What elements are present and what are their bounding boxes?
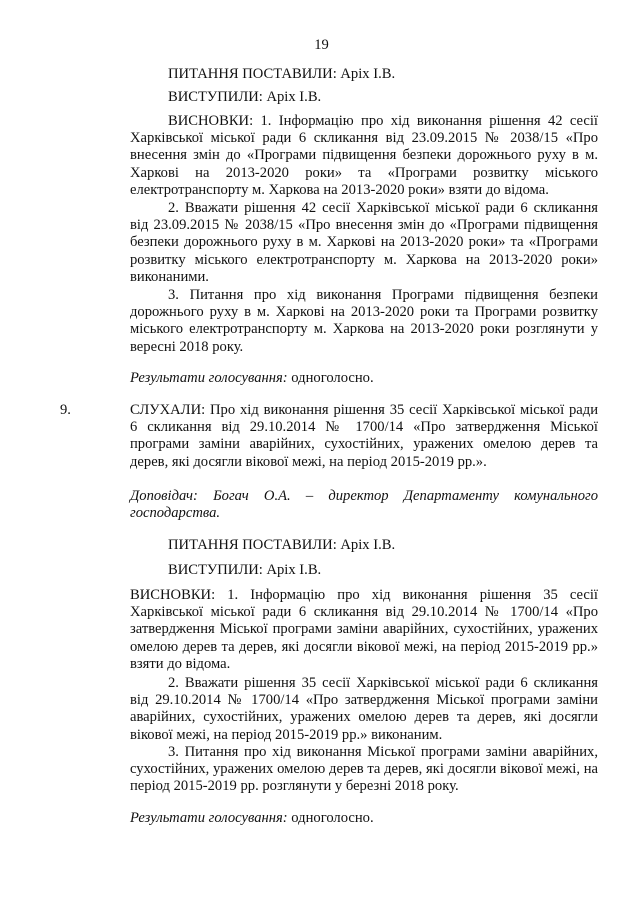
conclusion-3-text: 3. Питання про хід виконання Програми підвищення безпеки дорожнього руху в м. Харкові на 2013-2020 роки та Програми розвитку міського електротранспорту м. Харкова на 2013-2020 роки розглянути у вересні 2018 року. [130,287,598,355]
conclusion-9-2 [130,675,598,744]
conclusion-1 [130,113,598,199]
speaker-block [130,488,598,522]
speaker-label: Доповідач: [130,488,198,504]
conclusion-9-3 [130,744,598,796]
item-number: 9. [60,402,71,418]
conclusion-3 [130,287,598,356]
vote-value-9: одноголосно. [291,810,374,826]
raised-by-line-9: ПИТАННЯ ПОСТАВИЛИ: Аріх І.В. [168,537,396,553]
vote-value: одноголосно. [291,370,374,386]
conclusion-2 [130,200,598,286]
heard-block [130,402,598,471]
speaker-value: Богач О.А. – директор Департаменту комунального господарства. [130,488,598,522]
vote-label-9: Результати голосування: [130,810,288,826]
vote-label: Результати голосування: [130,370,288,386]
conclusion-9-1 [130,587,598,673]
speakers-line: ВИСТУПИЛИ: Аріх І.В. [168,89,322,105]
heard-text: СЛУХАЛИ: Про хід виконання рішення 35 сесії Харківської міської ради 6 скликання від 29.10.2014 № 1700/14 «Про затвердження Міської програми заміни аварійних, сухостійних, уражених омелою дерев та дерев, які досягли вікової межі, на період 2015-2019 рр.». [130,402,598,470]
page-number: 19 [314,37,329,53]
raised-by-line: ПИТАННЯ ПОСТАВИЛИ: Аріх І.В. [168,66,396,82]
speakers-line-9: ВИСТУПИЛИ: Аріх І.В. [168,562,322,578]
conclusion-9-2-text: 2. Вважати рішення 35 сесії Харківської міської ради 6 скликання від 29.10.2014 № 1700/14 «Про затвердження Міської програми заміни аварійних, сухостійних, уражених омелою дерев та дерев, які досягли вікової межі, на період 2015-2019 рр.» виконаним. [130,675,598,743]
conclusion-9-3-text: 3. Питання про хід виконання Міської програми заміни аварійних, сухостійних, уражених омелою дерев та дерев, які досягли вікової межі, на період 2015-2019 рр. розглянути у березні 2018 року. [130,744,598,795]
conclusion-9-1-text: ВИСНОВКИ: 1. Інформацію про хід виконання рішення 35 сесії Харківської міської ради 6 скликання від 29.10.2014 № 1700/14 «Про затвердження Міської програми заміни аварійних, сухостійних, уражених омелою дерев та дерев, які досягли вікової межі, на період 2015-2019 рр.» взяти до відома. [130,587,598,672]
vote-result [130,370,374,387]
conclusion-1-text: ВИСНОВКИ: 1. Інформацію про хід виконання рішення 42 сесії Харківської міської ради 6 скликання від 23.09.2015 № 2038/15 «Про внесення змін до «Програми підвищення безпеки дорожнього руху в м. Харкові на 2013-2020 роки» та «Програми розвитку міського електротранспорту м. Харкова на 2013-2020 роки» взяти до відома. [130,113,598,198]
vote-result-9 [130,810,374,827]
conclusion-2-text: 2. Вважати рішення 42 сесії Харківської міської ради 6 скликання від 23.09.2015 № 2038/15 «Про внесення змін до «Програми підвищення безпеки дорожнього руху в м. Харкові на 2013-2020 роки» та «Програми розвитку міського електротранспорту м. Харкова на 2013-2020 роки» виконаними. [130,200,598,285]
